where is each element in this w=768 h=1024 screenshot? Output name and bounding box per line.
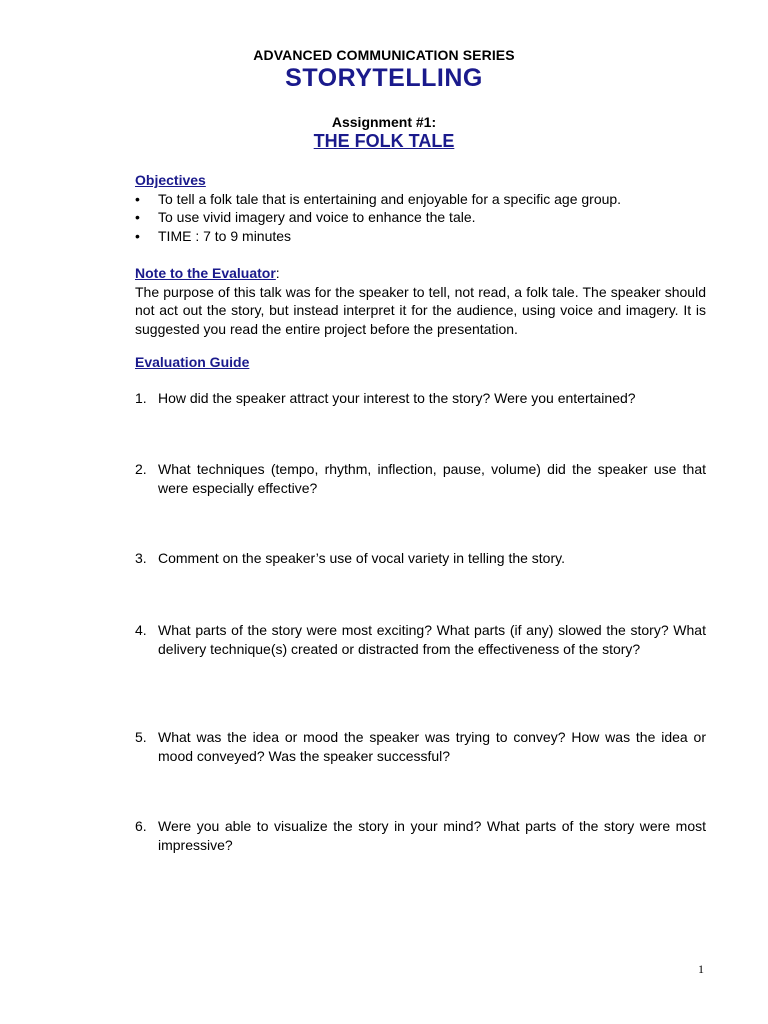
question-number: 3. (135, 550, 147, 566)
question-item (135, 389, 706, 408)
question-number: 2. (135, 461, 147, 477)
objective-item (135, 208, 706, 227)
evaluation-guide-heading: Evaluation Guide (135, 354, 250, 370)
question-item (135, 621, 706, 658)
series-heading: ADVANCED COMMUNICATION SERIES (253, 47, 515, 63)
objective-text: To use vivid imagery and voice to enhance the tale. (158, 209, 476, 225)
question-item (135, 460, 706, 497)
assignment-title: THE FOLK TALE (313, 131, 455, 151)
evaluator-note-section (135, 264, 706, 338)
heading-colon: : (275, 265, 280, 281)
question-number: 5. (135, 729, 147, 745)
evaluator-note-body: The purpose of this talk was for the speaker to tell, not read, a folk tale. The speaker should not act out the story, but instead interpret it for the audience, using voice and imagery. It is suggested you read the entire project before the presentation. (135, 283, 706, 337)
question-text: What parts of the story were most exciting? What parts (if any) slowed the story? What delivery technique(s) created or distracted from the effectiveness of the story? (158, 622, 706, 657)
objective-item (135, 227, 706, 246)
question-number: 4. (135, 622, 147, 638)
objective-item (135, 190, 706, 209)
question-text: How did the speaker attract your interest to the story? Were you entertained? (158, 390, 636, 406)
question-number: 6. (135, 818, 147, 834)
evaluation-guide-section (135, 353, 706, 372)
evaluator-note-heading: Note to the Evaluator (135, 265, 276, 281)
objectives-heading: Objectives (135, 172, 206, 188)
question-item (135, 728, 706, 765)
question-text: Were you able to visualize the story in your mind? What parts of the story were most impressive? (158, 818, 706, 853)
question-item (135, 549, 706, 568)
objective-text: TIME : 7 to 9 minutes (158, 227, 292, 244)
bullet-icon: • (135, 209, 140, 225)
assignment-label: Assignment #1: (331, 114, 437, 130)
page-title: STORYTELLING (285, 64, 483, 92)
question-text: What techniques (tempo, rhythm, inflection, pause, volume) did the speaker use that were especially effective? (158, 461, 706, 496)
objectives-list (135, 190, 706, 246)
question-text: What was the idea or mood the speaker was trying to convey? How was the idea or mood conveyed? Was the speaker successful? (158, 729, 706, 764)
question-number: 1. (135, 390, 147, 406)
bullet-icon: • (135, 190, 140, 207)
objectives-section (135, 171, 706, 245)
evaluator-note-heading-line (135, 264, 706, 283)
bullet-icon: • (135, 227, 140, 244)
question-text: Comment on the speaker’s use of vocal variety in telling the story. (158, 550, 565, 566)
question-item (135, 817, 706, 854)
objective-text: To tell a folk tale that is entertaining and enjoyable for a specific age group. (158, 190, 622, 207)
page-number: 1 (698, 962, 704, 976)
